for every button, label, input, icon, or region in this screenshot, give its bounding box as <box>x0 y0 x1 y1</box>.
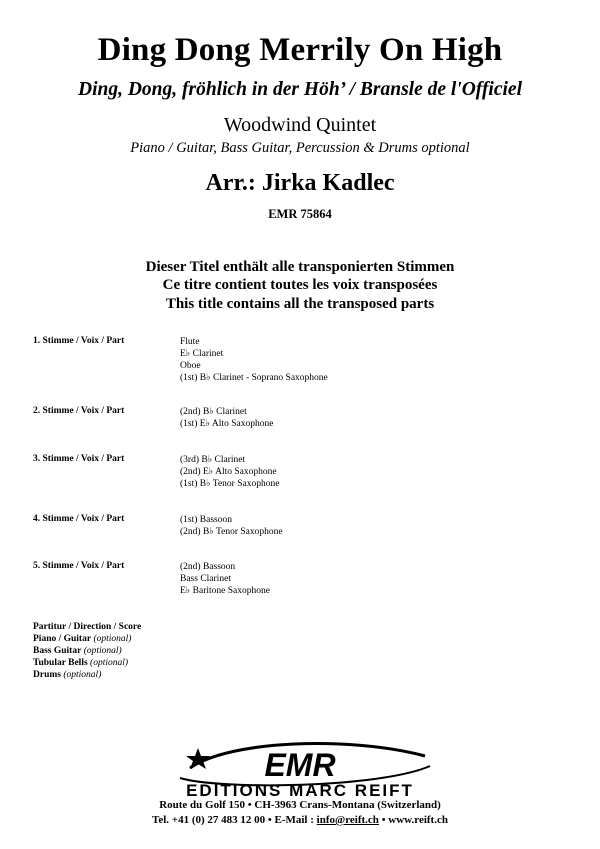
instrument-name: (1st) B♭ Clarinet - Soprano Saxophone <box>180 373 328 383</box>
extra-part <box>33 621 141 633</box>
instrument-name: (2nd) E♭ Alto Saxophone <box>180 467 277 477</box>
publisher-name: EDITIONS MARC REIFT <box>186 781 414 800</box>
info-line-fr: Ce titre contient toutes les voix transposées <box>162 277 438 293</box>
extra-part <box>33 633 141 645</box>
instrument-name: (2nd) Bassoon <box>180 562 236 572</box>
extra-part <box>33 657 141 669</box>
part-instrument-list <box>180 561 270 597</box>
instrument-name: Flute <box>180 337 200 347</box>
part-instrument-list <box>180 336 328 384</box>
extra-part-name: Partitur / Direction / Score <box>33 622 142 632</box>
extra-part-name: Piano / Guitar <box>33 634 92 644</box>
contact-tel: Tel. +41 (0) 27 483 12 00 • E-Mail : <box>152 814 317 826</box>
extra-part-name: Bass Guitar <box>33 646 82 656</box>
extra-part-note: (optional) <box>63 670 102 680</box>
extra-part-name: Drums <box>33 670 61 680</box>
instrument-name: (1st) B♭ Tenor Saxophone <box>180 479 280 489</box>
extra-part <box>33 645 141 657</box>
instrument-name: (2nd) B♭ Tenor Saxophone <box>180 527 283 537</box>
extra-part-note: (optional) <box>90 658 129 668</box>
part-label: 2. Stimme / Voix / Part <box>33 406 125 416</box>
arranger: Arr.: Jirka Kadlec <box>205 170 395 196</box>
instrument-name: E♭ Clarinet <box>180 349 224 359</box>
info-line-de: Dieser Titel enthält alle transponierten Stimmen <box>145 259 455 275</box>
part-instrument-list <box>180 514 283 538</box>
instrument-name: Oboe <box>180 361 201 371</box>
instrumentation: Woodwind Quintet <box>223 114 377 136</box>
extra-parts-list <box>33 621 141 681</box>
info-line-en: This title contains all the transposed parts <box>165 296 435 312</box>
instrument-name: (3rd) B♭ Clarinet <box>180 455 246 465</box>
contact-web[interactable]: • www.reift.ch <box>378 814 448 826</box>
extra-part-note: (optional) <box>83 646 122 656</box>
extra-part-note: (optional) <box>93 634 132 644</box>
logo-text: EMR <box>264 747 336 783</box>
logo-star <box>186 748 210 769</box>
instrument-name: (2nd) B♭ Clarinet <box>180 407 247 417</box>
part-label: 5. Stimme / Voix / Part <box>33 561 125 571</box>
page-title: Ding Dong Merrily On High <box>97 32 503 68</box>
optional-instruments: Piano / Guitar, Bass Guitar, Percussion & Drums optional <box>130 140 470 156</box>
part-instrument-list <box>180 406 273 430</box>
instrument-name: (1st) Bassoon <box>180 515 232 525</box>
instrument-name: E♭ Baritone Saxophone <box>180 586 270 596</box>
instrument-name: Bass Clarinet <box>180 574 231 584</box>
publisher-contact <box>0 814 600 826</box>
part-label: 3. Stimme / Voix / Part <box>33 454 125 464</box>
part-instrument-list <box>180 454 279 490</box>
publisher-address: Route du Golf 150 • CH-3963 Crans-Montana (Switzerland) <box>159 799 441 811</box>
subtitle: Ding, Dong, fröhlich in der Höh’ / Bransle de l'Officiel <box>77 79 522 100</box>
instrument-name: (1st) E♭ Alto Saxophone <box>180 419 274 429</box>
catalog-number: EMR 75864 <box>268 207 332 221</box>
extra-part <box>33 669 141 681</box>
email-link[interactable]: info@reift.ch <box>316 814 379 826</box>
part-label: 4. Stimme / Voix / Part <box>33 514 125 524</box>
part-label: 1. Stimme / Voix / Part <box>33 336 125 346</box>
extra-part-name: Tubular Bells <box>33 658 88 668</box>
